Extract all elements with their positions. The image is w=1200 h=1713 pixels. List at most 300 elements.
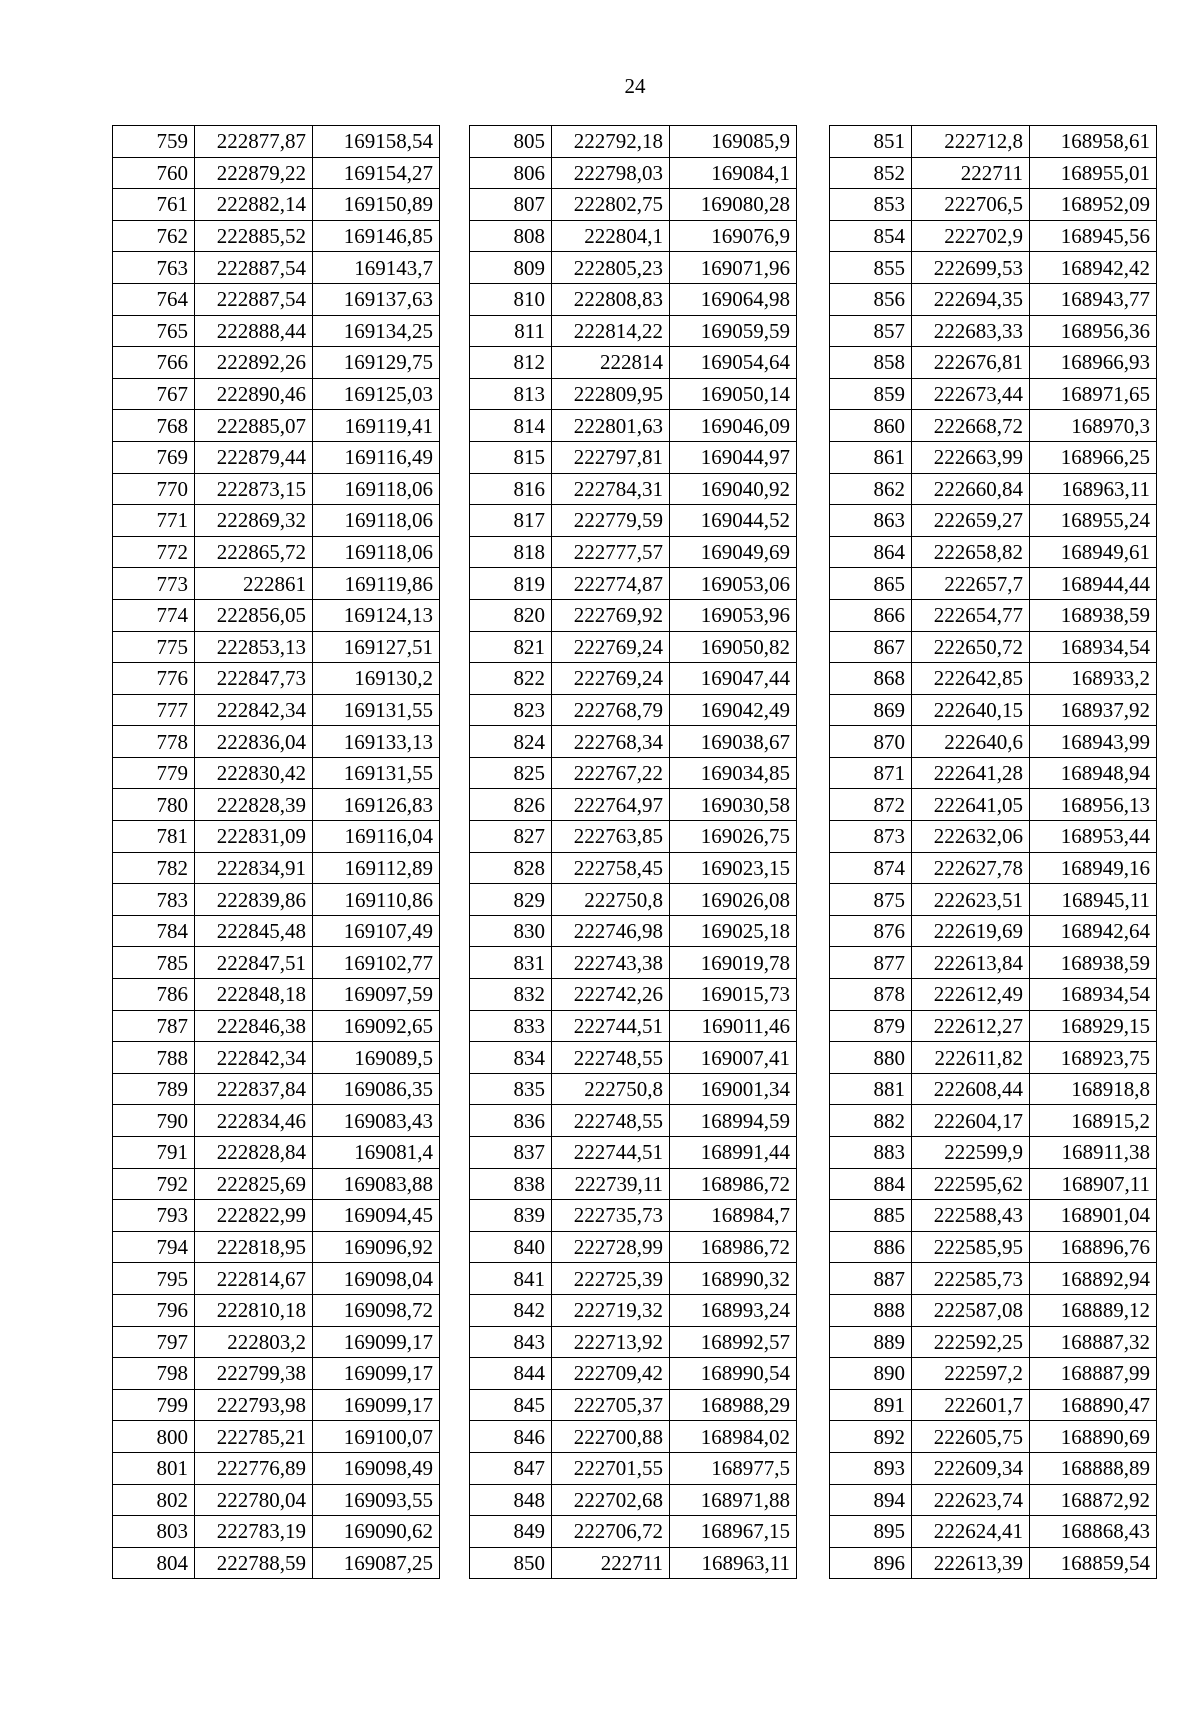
point-number-cell: 863 [830,505,912,537]
x-coordinate-cell: 222660,84 [912,473,1030,505]
table-row [830,1105,1157,1137]
y-coordinate-cell: 168892,94 [1030,1263,1157,1295]
table-row [113,220,440,252]
y-coordinate-cell: 168929,15 [1030,1010,1157,1042]
table-row [113,821,440,853]
y-coordinate-cell: 169119,86 [313,568,440,600]
x-coordinate-cell: 222725,39 [552,1263,670,1295]
y-coordinate-cell: 168915,2 [1030,1105,1157,1137]
point-number-cell: 893 [830,1452,912,1484]
table-row [830,789,1157,821]
y-coordinate-cell: 168988,29 [670,1389,797,1421]
y-coordinate-cell: 169042,49 [670,694,797,726]
y-coordinate-cell: 169097,59 [313,979,440,1011]
table-row [470,979,797,1011]
x-coordinate-cell: 222735,73 [552,1200,670,1232]
point-number-cell: 808 [470,220,552,252]
y-coordinate-cell: 169015,73 [670,979,797,1011]
point-number-cell: 779 [113,757,195,789]
table-row [830,1421,1157,1453]
y-coordinate-cell: 169059,59 [670,315,797,347]
y-coordinate-cell: 168889,12 [1030,1294,1157,1326]
table-row [830,1452,1157,1484]
table-row [830,505,1157,537]
table-row [830,1326,1157,1358]
x-coordinate-cell: 222700,88 [552,1421,670,1453]
x-coordinate-cell: 222798,03 [552,157,670,189]
table-row [830,1042,1157,1074]
x-coordinate-cell: 222793,98 [195,1389,313,1421]
x-coordinate-cell: 222792,18 [552,126,670,158]
table-row [470,1421,797,1453]
y-coordinate-cell: 169098,72 [313,1294,440,1326]
point-number-cell: 786 [113,979,195,1011]
x-coordinate-cell: 222711 [552,1547,670,1579]
coordinate-table-1 [112,125,440,1579]
table-row [470,1326,797,1358]
point-number-cell: 771 [113,505,195,537]
x-coordinate-cell: 222619,69 [912,915,1030,947]
table-row [113,947,440,979]
x-coordinate-cell: 222767,22 [552,757,670,789]
point-number-cell: 829 [470,884,552,916]
point-number-cell: 875 [830,884,912,916]
point-number-cell: 770 [113,473,195,505]
table-row [830,1294,1157,1326]
table-row [470,947,797,979]
point-number-cell: 882 [830,1105,912,1137]
y-coordinate-cell: 168956,36 [1030,315,1157,347]
x-coordinate-cell: 222713,92 [552,1326,670,1358]
y-coordinate-cell: 169110,86 [313,884,440,916]
point-number-cell: 820 [470,599,552,631]
point-number-cell: 777 [113,694,195,726]
table-row [470,821,797,853]
table-row [470,189,797,221]
x-coordinate-cell: 222694,35 [912,283,1030,315]
x-coordinate-cell: 222780,04 [195,1484,313,1516]
table-row [470,726,797,758]
table-row [470,568,797,600]
table-row [470,283,797,315]
table-row [830,568,1157,600]
table-row [830,1168,1157,1200]
point-number-cell: 846 [470,1421,552,1453]
point-number-cell: 827 [470,821,552,853]
table-row [113,663,440,695]
x-coordinate-cell: 222885,52 [195,220,313,252]
x-coordinate-cell: 222776,89 [195,1452,313,1484]
x-coordinate-cell: 222706,5 [912,189,1030,221]
x-coordinate-cell: 222763,85 [552,821,670,853]
table-row [113,1231,440,1263]
y-coordinate-cell: 168948,94 [1030,757,1157,789]
table-row [470,378,797,410]
table-row [113,1452,440,1484]
x-coordinate-cell: 222768,79 [552,694,670,726]
y-coordinate-cell: 169054,64 [670,347,797,379]
x-coordinate-cell: 222764,97 [552,789,670,821]
x-coordinate-cell: 222659,27 [912,505,1030,537]
table-row [113,1294,440,1326]
y-coordinate-cell: 168986,72 [670,1168,797,1200]
point-number-cell: 766 [113,347,195,379]
y-coordinate-cell: 168942,64 [1030,915,1157,947]
point-number-cell: 871 [830,757,912,789]
point-number-cell: 867 [830,631,912,663]
point-number-cell: 797 [113,1326,195,1358]
x-coordinate-cell: 222885,07 [195,410,313,442]
table-row [470,1231,797,1263]
table-row [113,252,440,284]
y-coordinate-cell: 169087,25 [313,1547,440,1579]
y-coordinate-cell: 168933,2 [1030,663,1157,695]
x-coordinate-cell: 222834,91 [195,852,313,884]
x-coordinate-cell: 222744,51 [552,1010,670,1042]
table-row [113,884,440,916]
point-number-cell: 821 [470,631,552,663]
point-number-cell: 798 [113,1358,195,1390]
table-row [113,789,440,821]
point-number-cell: 881 [830,1073,912,1105]
y-coordinate-cell: 169098,04 [313,1263,440,1295]
point-number-cell: 791 [113,1137,195,1169]
x-coordinate-cell: 222597,2 [912,1358,1030,1390]
x-coordinate-cell: 222785,21 [195,1421,313,1453]
point-number-cell: 759 [113,126,195,158]
table-row [470,1484,797,1516]
x-coordinate-cell: 222888,44 [195,315,313,347]
x-coordinate-cell: 222822,99 [195,1200,313,1232]
x-coordinate-cell: 222611,82 [912,1042,1030,1074]
table-row [470,220,797,252]
x-coordinate-cell: 222642,85 [912,663,1030,695]
x-coordinate-cell: 222861 [195,568,313,600]
table-row [830,473,1157,505]
table-row [470,1516,797,1548]
x-coordinate-cell: 222719,32 [552,1294,670,1326]
y-coordinate-cell: 169112,89 [313,852,440,884]
y-coordinate-cell: 169118,06 [313,473,440,505]
table-row [113,1547,440,1579]
table-row [830,726,1157,758]
table-row [830,536,1157,568]
point-number-cell: 764 [113,283,195,315]
x-coordinate-cell: 222847,73 [195,663,313,695]
x-coordinate-cell: 222887,54 [195,252,313,284]
x-coordinate-cell: 222658,82 [912,536,1030,568]
table-row [830,1358,1157,1390]
x-coordinate-cell: 222779,59 [552,505,670,537]
point-number-cell: 869 [830,694,912,726]
point-number-cell: 787 [113,1010,195,1042]
x-coordinate-cell: 222592,25 [912,1326,1030,1358]
table-row [830,757,1157,789]
table-row [830,663,1157,695]
x-coordinate-cell: 222877,87 [195,126,313,158]
table-row [830,252,1157,284]
point-number-cell: 854 [830,220,912,252]
table-row [830,821,1157,853]
table-row [113,1263,440,1295]
table-row [830,1389,1157,1421]
y-coordinate-cell: 169093,55 [313,1484,440,1516]
y-coordinate-cell: 169129,75 [313,347,440,379]
table-row [830,599,1157,631]
table-row [830,126,1157,158]
point-number-cell: 895 [830,1516,912,1548]
x-coordinate-cell: 222623,74 [912,1484,1030,1516]
point-number-cell: 849 [470,1516,552,1548]
x-coordinate-cell: 222663,99 [912,441,1030,473]
y-coordinate-cell: 169107,49 [313,915,440,947]
table-row [470,663,797,695]
y-coordinate-cell: 168984,7 [670,1200,797,1232]
x-coordinate-cell: 222699,53 [912,252,1030,284]
x-coordinate-cell: 222837,84 [195,1073,313,1105]
table-row [470,631,797,663]
point-number-cell: 890 [830,1358,912,1390]
y-coordinate-cell: 168970,3 [1030,410,1157,442]
y-coordinate-cell: 169086,35 [313,1073,440,1105]
y-coordinate-cell: 169040,92 [670,473,797,505]
point-number-cell: 783 [113,884,195,916]
point-number-cell: 795 [113,1263,195,1295]
y-coordinate-cell: 169011,46 [670,1010,797,1042]
point-number-cell: 769 [113,441,195,473]
point-number-cell: 836 [470,1105,552,1137]
y-coordinate-cell: 168984,02 [670,1421,797,1453]
y-coordinate-cell: 169089,5 [313,1042,440,1074]
x-coordinate-cell: 222587,08 [912,1294,1030,1326]
y-coordinate-cell: 169092,65 [313,1010,440,1042]
point-number-cell: 861 [830,441,912,473]
table-row [830,315,1157,347]
y-coordinate-cell: 169084,1 [670,157,797,189]
point-number-cell: 859 [830,378,912,410]
x-coordinate-cell: 222748,55 [552,1042,670,1074]
table-row [113,1326,440,1358]
y-coordinate-cell: 169133,13 [313,726,440,758]
point-number-cell: 802 [113,1484,195,1516]
x-coordinate-cell: 222624,41 [912,1516,1030,1548]
table-row [113,1200,440,1232]
point-number-cell: 814 [470,410,552,442]
x-coordinate-cell: 222777,57 [552,536,670,568]
table-row [470,252,797,284]
y-coordinate-cell: 168963,11 [670,1547,797,1579]
x-coordinate-cell: 222768,34 [552,726,670,758]
table-row [113,441,440,473]
y-coordinate-cell: 168938,59 [1030,599,1157,631]
point-number-cell: 826 [470,789,552,821]
page-number: 24 [624,74,646,98]
table-row [113,1042,440,1074]
x-coordinate-cell: 222788,59 [195,1547,313,1579]
x-coordinate-cell: 222750,8 [552,1073,670,1105]
x-coordinate-cell: 222739,11 [552,1168,670,1200]
table-row [113,1484,440,1516]
table-row [830,631,1157,663]
table-row [113,126,440,158]
y-coordinate-cell: 169044,97 [670,441,797,473]
table-row [113,473,440,505]
table-row [470,505,797,537]
y-coordinate-cell: 169143,7 [313,252,440,284]
y-coordinate-cell: 169050,82 [670,631,797,663]
x-coordinate-cell: 222748,55 [552,1105,670,1137]
point-number-cell: 858 [830,347,912,379]
y-coordinate-cell: 168945,11 [1030,884,1157,916]
x-coordinate-cell: 222673,44 [912,378,1030,410]
y-coordinate-cell: 169146,85 [313,220,440,252]
y-coordinate-cell: 168967,15 [670,1516,797,1548]
point-number-cell: 834 [470,1042,552,1074]
table-row [830,283,1157,315]
y-coordinate-cell: 169019,78 [670,947,797,979]
x-coordinate-cell: 222803,2 [195,1326,313,1358]
table-row [470,1547,797,1579]
x-coordinate-cell: 222814,67 [195,1263,313,1295]
x-coordinate-cell: 222676,81 [912,347,1030,379]
y-coordinate-cell: 169099,17 [313,1389,440,1421]
x-coordinate-cell: 222839,86 [195,884,313,916]
point-number-cell: 878 [830,979,912,1011]
y-coordinate-cell: 169049,69 [670,536,797,568]
table-row [470,1168,797,1200]
point-number-cell: 807 [470,189,552,221]
point-number-cell: 781 [113,821,195,853]
point-number-cell: 811 [470,315,552,347]
point-number-cell: 852 [830,157,912,189]
y-coordinate-cell: 168890,69 [1030,1421,1157,1453]
table-row [830,1516,1157,1548]
point-number-cell: 818 [470,536,552,568]
y-coordinate-cell: 169080,28 [670,189,797,221]
point-number-cell: 785 [113,947,195,979]
y-coordinate-cell: 169118,06 [313,505,440,537]
x-coordinate-cell: 222605,75 [912,1421,1030,1453]
point-number-cell: 794 [113,1231,195,1263]
y-coordinate-cell: 169030,58 [670,789,797,821]
point-number-cell: 792 [113,1168,195,1200]
table-row [470,884,797,916]
table-row [470,473,797,505]
point-number-cell: 862 [830,473,912,505]
point-number-cell: 843 [470,1326,552,1358]
point-number-cell: 830 [470,915,552,947]
table-row [470,157,797,189]
point-number-cell: 773 [113,568,195,600]
table-row [830,1010,1157,1042]
point-number-cell: 833 [470,1010,552,1042]
y-coordinate-cell: 169083,43 [313,1105,440,1137]
x-coordinate-cell: 222799,38 [195,1358,313,1390]
y-coordinate-cell: 169119,41 [313,410,440,442]
table-row [113,852,440,884]
y-coordinate-cell: 168901,04 [1030,1200,1157,1232]
x-coordinate-cell: 222702,68 [552,1484,670,1516]
y-coordinate-cell: 168918,8 [1030,1073,1157,1105]
table-row [830,947,1157,979]
x-coordinate-cell: 222845,48 [195,915,313,947]
x-coordinate-cell: 222783,19 [195,1516,313,1548]
y-coordinate-cell: 168956,13 [1030,789,1157,821]
table-row [113,1516,440,1548]
point-number-cell: 775 [113,631,195,663]
table-row [470,1452,797,1484]
x-coordinate-cell: 222873,15 [195,473,313,505]
x-coordinate-cell: 222654,77 [912,599,1030,631]
x-coordinate-cell: 222588,43 [912,1200,1030,1232]
point-number-cell: 837 [470,1137,552,1169]
x-coordinate-cell: 222802,75 [552,189,670,221]
point-number-cell: 813 [470,378,552,410]
x-coordinate-cell: 222613,84 [912,947,1030,979]
point-number-cell: 776 [113,663,195,695]
y-coordinate-cell: 168963,11 [1030,473,1157,505]
y-coordinate-cell: 168991,44 [670,1137,797,1169]
table-row [830,220,1157,252]
y-coordinate-cell: 168907,11 [1030,1168,1157,1200]
table-row [830,1231,1157,1263]
y-coordinate-cell: 168911,38 [1030,1137,1157,1169]
y-coordinate-cell: 168952,09 [1030,189,1157,221]
table-row [113,1358,440,1390]
y-coordinate-cell: 169001,34 [670,1073,797,1105]
table-row [113,1421,440,1453]
point-number-cell: 812 [470,347,552,379]
point-number-cell: 876 [830,915,912,947]
table-row [470,1042,797,1074]
y-coordinate-cell: 168945,56 [1030,220,1157,252]
y-coordinate-cell: 169026,75 [670,821,797,853]
x-coordinate-cell: 222706,72 [552,1516,670,1548]
y-coordinate-cell: 168949,16 [1030,852,1157,884]
y-coordinate-cell: 168872,92 [1030,1484,1157,1516]
x-coordinate-cell: 222623,51 [912,884,1030,916]
x-coordinate-cell: 222650,72 [912,631,1030,663]
coordinate-table-3 [829,125,1157,1579]
x-coordinate-cell: 222769,92 [552,599,670,631]
y-coordinate-cell: 169125,03 [313,378,440,410]
table-row [470,1389,797,1421]
point-number-cell: 872 [830,789,912,821]
y-coordinate-cell: 169096,92 [313,1231,440,1263]
y-coordinate-cell: 169150,89 [313,189,440,221]
x-coordinate-cell: 222585,73 [912,1263,1030,1295]
y-coordinate-cell: 168977,5 [670,1452,797,1484]
y-coordinate-cell: 169071,96 [670,252,797,284]
point-number-cell: 767 [113,378,195,410]
x-coordinate-cell: 222683,33 [912,315,1030,347]
table-row [830,189,1157,221]
y-coordinate-cell: 168992,57 [670,1326,797,1358]
point-number-cell: 782 [113,852,195,884]
y-coordinate-cell: 168888,89 [1030,1452,1157,1484]
x-coordinate-cell: 222627,78 [912,852,1030,884]
x-coordinate-cell: 222834,46 [195,1105,313,1137]
table-row [113,410,440,442]
table-row [470,347,797,379]
point-number-cell: 823 [470,694,552,726]
x-coordinate-cell: 222612,27 [912,1010,1030,1042]
point-number-cell: 855 [830,252,912,284]
point-number-cell: 864 [830,536,912,568]
x-coordinate-cell: 222797,81 [552,441,670,473]
point-number-cell: 828 [470,852,552,884]
x-coordinate-cell: 222818,95 [195,1231,313,1263]
